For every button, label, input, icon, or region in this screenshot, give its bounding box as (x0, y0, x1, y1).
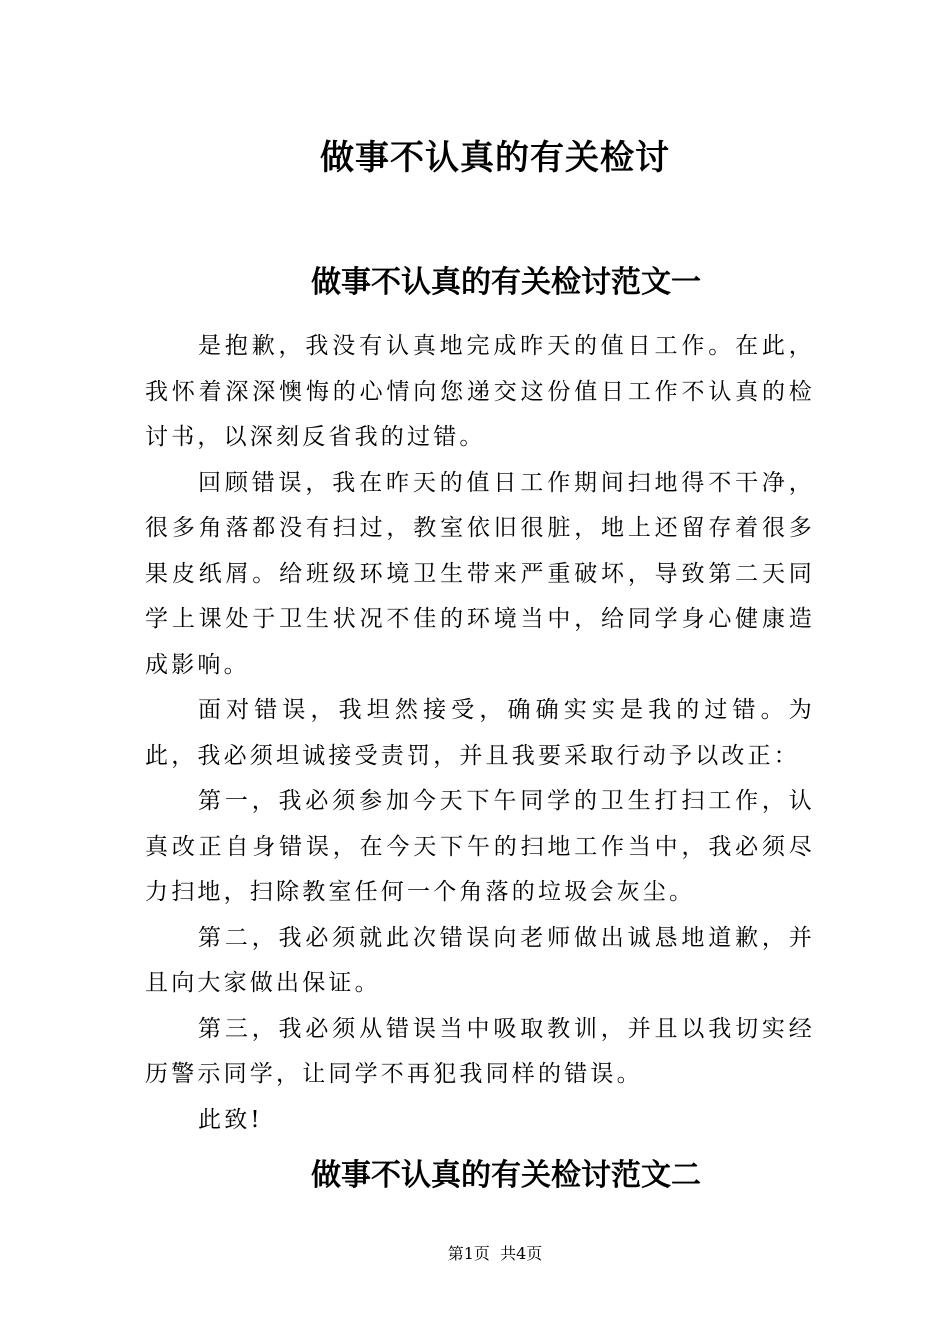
paragraph-apology: 是抱歉，我没有认真地完成昨天的值日工作。在此，我怀着深深懊悔的心情向您递交这份值日工作不认真的检讨书，以深刻反省我的过错。 (145, 333, 815, 450)
paragraph-first-action: 第一，我必须参加今天下午同学的卫生打扫工作，认真改正自身错误，在今天下午的扫地工作当中，我必须尽力扫地，扫除教室任何一个角落的垃圾会灰尘。 (145, 788, 815, 905)
section-heading-1: 做事不认真的有关检讨范文一 (311, 265, 701, 300)
section-heading-2: 做事不认真的有关检讨范文二 (311, 1158, 701, 1193)
paragraph-third-action: 第三，我必须从错误当中吸取教训，并且以我切实经历警示同学，让同学不再犯我同样的错误。 (145, 1015, 815, 1087)
paragraph-acceptance: 面对错误，我坦然接受，确确实实是我的过错。为此，我必须坦诚接受责罚，并且我要采取行动予以改正： (145, 697, 815, 769)
paragraph-second-action: 第二，我必须就此次错误向老师做出诚恳地道歉，并且向大家做出保证。 (145, 924, 815, 996)
document-title: 做事不认真的有关检讨 (320, 138, 670, 178)
paragraph-closing: 此致! (198, 1106, 263, 1133)
document-body (145, 324, 815, 1143)
paragraph-review: 回顾错误，我在昨天的值日工作期间扫地得不干净，很多角落都没有扫过，教室依旧很脏，地上还留存着很多果皮纸屑。给班级环境卫生带来严重破坏，导致第二天同学上课处于卫生状况不佳的环境当中，给同学身心健康造成影响。 (145, 469, 815, 678)
page-footer: 第1页 共4页 (447, 1244, 543, 1263)
